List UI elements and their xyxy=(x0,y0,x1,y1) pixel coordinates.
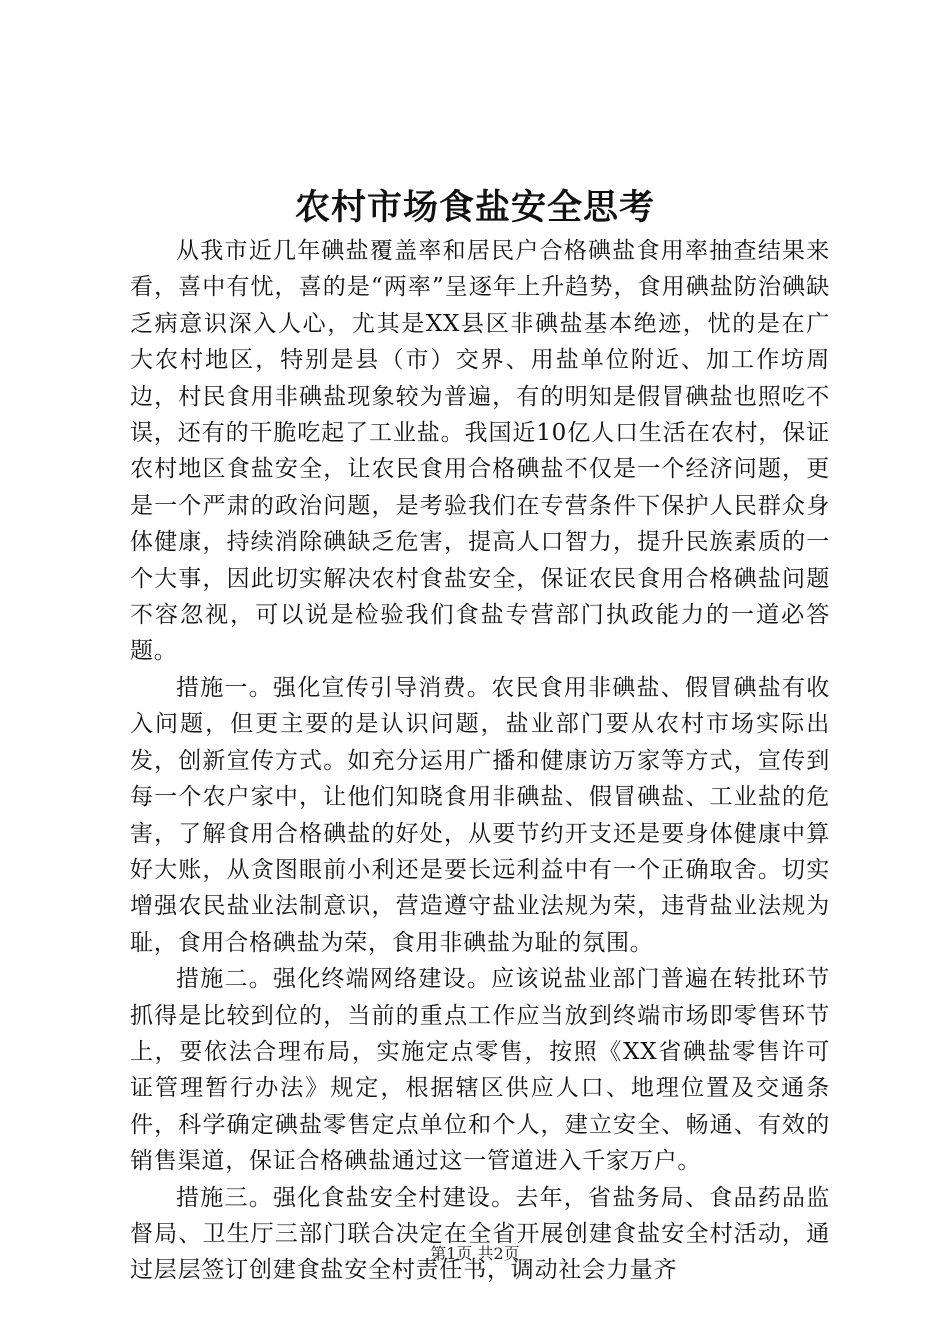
page-number-footer: 第1页 共2页 xyxy=(430,1244,520,1263)
paragraph-measure-two: 措施二。强化终端网络建设。应该说盐业部门普遍在转批环节抓得是比较到位的，当前的重点工作应当放到终端市场即零售环节上，要依法合理布局，实施定点零售，按照《XX省碘盐零售许可证管理暂行办法》规定，根据辖区供应人口、地理位置及交通条件，科学确定碘盐零售定点单位和个人，建立安全、畅通、有效的销售渠道，保证合格碘盐通过这一管道进入千家万户。 xyxy=(130,966,830,1175)
paragraph-measure-three: 措施三。强化食盐安全村建设。去年，省盐务局、食品药品监督局、卫生厅三部门联合决定在全省开展创建食盐安全村活动，通过层层签订创建食盐安全村责任书，调动社会力量齐 xyxy=(130,1184,830,1284)
paragraph-intro: 从我市近几年碘盐覆盖率和居民户合格碘盐食用率抽查结果来看，喜中有忧，喜的是“两率”呈逐年上升趋势，食用碘盐防治碘缺乏病意识深入人心，尤其是XX县区非碘盐基本绝迹，忧的是在广大农村地区，特别是县（市）交界、用盐单位附近、加工作坊周边，村民食用非碘盐现象较为普遍，有的明知是假冒碘盐也照吃不误，还有的干脆吃起了工业盐。我国近10亿人口生活在农村，保证农村地区食盐安全，让农民食用合格碘盐不仅是一个经济问题，更是一个严肃的政治问题，是考验我们在专营条件下保护人民群众身体健康，持续消除碘缺乏危害，提高人口智力，提升民族素质的一个大事，因此切实解决农村食盐安全，保证农民食用合格碘盐问题不容忽视，可以说是检验我们食盐专营部门执政能力的一道必答题。 xyxy=(130,238,830,665)
paragraph-measure-one: 措施一。强化宣传引导消费。农民食用非碘盐、假冒碘盐有收入问题，但更主要的是认识问题，盐业部门要从农村市场实际出发，创新宣传方式。如充分运用广播和健康访万家等方式，宣传到每一个农户家中，让他们知晓食用非碘盐、假冒碘盐、工业盐的危害，了解食用合格碘盐的好处，从要节约开支还是要身体健康中算好大账，从贪图眼前小利还是要长远利益中有一个正确取舍。切实增强农民盐业法制意识，营造遵守盐业法规为荣，违背盐业法规为耻，食用合格碘盐为荣，食用非碘盐为耻的氛围。 xyxy=(130,674,830,956)
document-body xyxy=(130,233,830,1289)
document-title: 农村市场食盐安全思考 xyxy=(294,187,655,228)
